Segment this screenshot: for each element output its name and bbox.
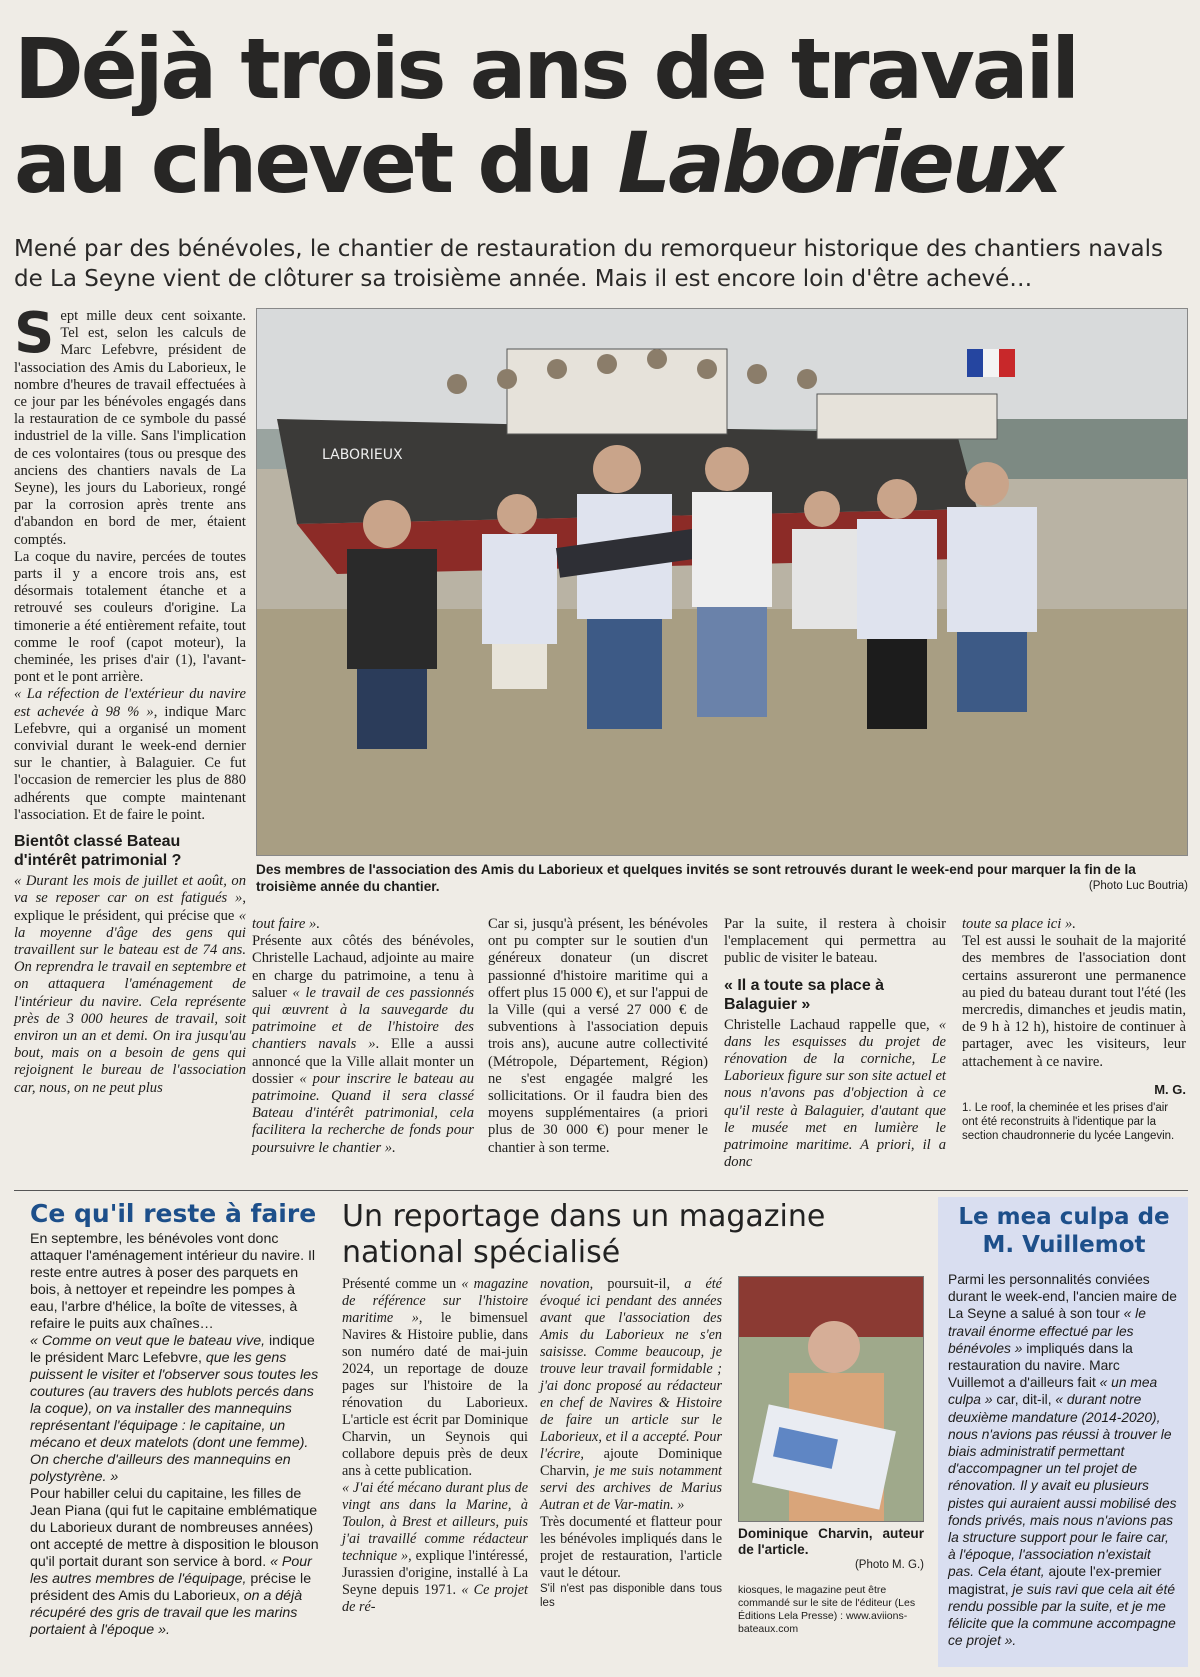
quote: « magazine de référence sur l'histoire maritime » bbox=[342, 1276, 528, 1326]
section-divider bbox=[14, 1190, 1188, 1191]
headline-line-2: au chevet du bbox=[14, 114, 618, 212]
paragraph-text: Christelle Lachaud rappelle que, bbox=[724, 1016, 939, 1033]
magazine-availability-note: kiosques, le magazine peut être commandé sur le site de l'éditeur (Les Éditions Lela Presse) : www.aviions-bateaux.com bbox=[738, 1584, 916, 1635]
paragraph-text: Pour habiller celui du capitaine, les filles de Jean Piana (qui fut le capitaine emblématique du Laborieux durant de nombreuses années) ont accepté de mettre à disposition le blouson qu'il portait durant son service à bord. bbox=[30, 1486, 319, 1570]
paragraph-text: , le bimensuel Navires & Histoire publie, dans son numéro daté de mai-juin 2024, un reportage de douze pages sur l'histoire de la rénovation du Laborieux. L'article est écrit par Dominique Charvin, un Seynois qui collabore depuis près de deux ans à cette publication. bbox=[342, 1310, 528, 1479]
sidebar-title: Le mea culpa de M. Vuillemot bbox=[958, 1204, 1170, 1258]
paragraph: toute sa place ici ». bbox=[962, 916, 1076, 932]
paragraph: S'il n'est pas disponible dans tous les bbox=[540, 1583, 722, 1609]
paragraph bbox=[540, 1276, 722, 1514]
author-photo-credit: (Photo M. G.) bbox=[854, 1559, 924, 1571]
quote: novation, bbox=[540, 1276, 594, 1292]
paragraph-text: indique le président Marc Lefebvre, bbox=[30, 1333, 315, 1366]
box-title: Ce qu'il reste à faire bbox=[30, 1199, 317, 1228]
paragraph: Très documenté et flatteur pour les bénévoles impliqués dans le projet de restauration, l'article vaut le détour. bbox=[540, 1514, 722, 1581]
quote: « Durant les mois de juillet et août, on va se reposer car on est fatigués » bbox=[14, 873, 246, 907]
paragraph-text: impliqués dans la restauration du navire. Marc Vuillemot a d'ailleurs fait bbox=[948, 1340, 1133, 1391]
footnote: 1. Le roof, la cheminée et les prises d'air ont été reconstruits à l'identique par la section chaudronnerie du lycée Langevin. bbox=[962, 1102, 1175, 1143]
paragraph bbox=[252, 933, 474, 1157]
quote: « J'ai été mécano durant plus de vingt ans dans la Marine, à Toulon, à Brest et ailleurs, puis j'ai travaillé comme rédacteur technique » bbox=[342, 1480, 528, 1564]
magazine-column-2 bbox=[540, 1276, 722, 1610]
quote: « pour inscrire le bateau au patrimoine. Quand il sera classé Bateau d'intérêt patrimonial, cela facilitera la recherche de fonds pour poursuivre le chantier ». bbox=[252, 1070, 474, 1156]
paragraph bbox=[14, 301, 246, 549]
quote: je suis ravi que cela ait été rendu possible par la suite, et je me félicite que la commune accompagne ce projet ». bbox=[948, 1581, 1176, 1649]
headline-boat-name: Laborieux bbox=[617, 114, 1060, 212]
article-column-5 bbox=[962, 916, 1186, 1143]
quote: « Comme on veut que le bateau vive, bbox=[30, 1333, 266, 1349]
boat-name-text: LABORIEUX bbox=[322, 447, 403, 463]
paragraph-text: Présente aux côtés des bénévoles, Christelle Lachaud, adjointe au maire en charge du patrimoine, a tenu à saluer bbox=[252, 933, 474, 1001]
headline-line-1: Déjà trois ans de travail bbox=[14, 20, 1078, 118]
magazine-column-3 bbox=[738, 1276, 924, 1636]
quote: je me suis notamment servi des archives de Marius Autran et de Var-matin. » bbox=[540, 1463, 722, 1513]
paragraph-text: ajoute Dominique Charvin, bbox=[540, 1446, 722, 1479]
standfirst: Mené par des bénévoles, le chantier de restauration du remorqueur historique des chantiers navals de La Seyne vient de clôturer sa troisième année. Mais il est encore loin d'être achevé… bbox=[14, 236, 1163, 292]
box-remaining-work bbox=[30, 1199, 322, 1639]
signature: M. G. bbox=[1154, 1081, 1186, 1097]
paragraph-text: précise le président des Amis du Laborieux, bbox=[30, 1571, 312, 1604]
paragraph bbox=[342, 1480, 528, 1616]
quote: que les gens puissent le visiter et l'observer sous toutes les coutures (au travers des hublots percés dans la coque), on va installer des mannequins représentant l'équipage : le capitaine, un mécano et deux matelots (dont une femme). On cherche d'ailleurs des mannequins en polystyrène. » bbox=[30, 1350, 319, 1485]
author-photo-caption: Dominique Charvin, auteur de l'article. bbox=[738, 1526, 924, 1557]
paragraph: tout faire ». bbox=[252, 916, 320, 932]
paragraph bbox=[30, 1486, 322, 1639]
paragraph bbox=[14, 686, 246, 824]
quote: « un mea culpa » bbox=[948, 1375, 1158, 1408]
article-column-3 bbox=[488, 916, 708, 1157]
magazine-column-1 bbox=[342, 1276, 528, 1616]
paragraph-text: ept mille deux cent soixante. Tel est, selon les calculs de Marc Lefebvre, président de l'association des Amis du Laborieux, le nombre d'heures de travail effectuées à ce jour par les bénévoles engagés dans la restauration de ce symbole du passé industriel de la ville. Sans l'implication de ces volontaires (tous ou presque des anciens des chantiers navals de La Seyne), les jours du Laborieux, rongé par la corrosion après trente ans d'abandon en bord de mer, étaient comptés. bbox=[14, 308, 246, 548]
photo-caption bbox=[256, 861, 1188, 895]
paragraph-text: car, dit-il, bbox=[992, 1392, 1056, 1408]
author-holding-magazine-photo bbox=[739, 1277, 924, 1522]
subheading: Bientôt classé Bateau d'intérêt patrimonial ? bbox=[14, 833, 182, 870]
quote: « Pour les autres membres de l'équipage, bbox=[30, 1554, 312, 1587]
paragraph-text: , explique l'intéressé, Jurassien d'origine, installé à La Seyne depuis 1971. bbox=[342, 1548, 528, 1598]
quote: « la moyenne d'âge des gens qui travaillent sur le bateau est de 74 ans. On reprendra le travail en septembre et on attaquera l'aménagement de l'intérieur du navire. Cela représente près de 3 000 heures de travail, soit environ un an et demi. On ira jusqu'au bout, mais on a besoin de gens qui rejoignent le bureau de l'association car, nous, on ne peut plus bbox=[14, 907, 246, 1096]
caption-text: Des membres de l'association des Amis du Laborieux et quelques invités se sont retrouvés durant le week-end pour marquer la fin de la troisième année du chantier. bbox=[256, 862, 1136, 894]
magazine-report-title: Un reportage dans un magazine national spécialisé bbox=[342, 1199, 826, 1270]
paragraph: En septembre, les bénévoles vont donc attaquer l'aménagement intérieur du navire. Il reste entre autres à poser des parquets en bois, à nettoyer et repeindre les pompes à eau, l'arbre d'hélice, la boîte de vitesses, à refaire le puits aux chaînes… bbox=[30, 1231, 316, 1332]
quote: a été évoqué ici pendant des années avant que l'association des Amis du Laborieux ne s'en saisisse. Comme beaucoup, je trouve leur travail formidable ; j'ai donc proposé au rédacteur en chef de Navires & Histoire de faire un article sur le Laborieux, et il a accepté. Pour l'écrire, bbox=[540, 1276, 722, 1462]
subheading: « Il a toute sa place à Balaguier » bbox=[724, 976, 885, 1013]
paragraph: Par la suite, il restera à choisir l'emplacement qui permettra au public de visiter le bateau. bbox=[724, 916, 946, 967]
paragraph-text: , explique le président, qui précise que bbox=[14, 890, 246, 924]
sidebar-vuillemot bbox=[938, 1197, 1188, 1667]
paragraph-text: , indique Marc Lefebvre, qui a organisé un moment convivial durant le week-end dernier sur le chantier, à Balaguier. Ce fut l'occasion de remercier les plus de 880 adhérents que compte maintenant l'association. Et de faire le point. bbox=[14, 703, 247, 823]
quote: « La réfection de l'extérieur du navire est achevée à 98 % » bbox=[14, 686, 246, 720]
headline bbox=[14, 22, 1184, 210]
quote: on a déjà récupéré des gris de travail que les marins portaient à l'époque ». bbox=[30, 1588, 303, 1638]
quote: « durant notre deuxième mandature (2014-2020), nous n'avions pas réussi à trouver le biais administratif permettant d'accompagner un tel projet de rénovation. Il y avait eu plusieurs pistes qui auraient aussi mobilisé des fonds privés, mais nous n'avions pas la structure support pour le faire car, à l'époque, l'association n'existait pas. Cela étant, bbox=[948, 1392, 1177, 1580]
paragraph-text: poursuit-il, bbox=[593, 1276, 685, 1292]
paragraph bbox=[938, 1259, 1188, 1649]
paragraph bbox=[724, 1017, 946, 1172]
paragraph: Car si, jusqu'à présent, les bénévoles ont pu compter sur le soutien d'un généreux donateur (un discret passionné d'histoire maritime qui a offert plus 15 000 €), et sur l'appui de la Ville (qui a versé 27 000 € de subventions à l'association depuis trois ans), aucune autre collectivité (Métropole, Département, Région) ne s'est engagée malgré les sollicitations. Or il faudra bien des moyens supplémentaires (a priori plus de 30 000 €) pour mener le chantier à son terme. bbox=[488, 916, 708, 1156]
paragraph: La coque du navire, percées de toutes parts il y a encore trois ans, est désormais totalement étanche et a retrouvé ses couleurs d'origine. La timonerie a été entièrement refaite, tout comme le roof (capot moteur), la cheminée, les prises d'air (1), l'avant-pont et le pont arrière. bbox=[14, 548, 246, 686]
quote: « le travail de ces passionnés qui œuvrent à la sauvegarde du patrimoine et de l'histoire des chantiers navals » bbox=[252, 984, 475, 1053]
paragraph-text: Parmi les personnalités conviées durant le week-end, l'ancien maire de La Seyne a salué à son tour bbox=[948, 1272, 1177, 1322]
article-column-2 bbox=[252, 916, 474, 1157]
photo-credit: (Photo Luc Boutria) bbox=[1088, 880, 1188, 892]
quote: « Ce projet de ré- bbox=[342, 1582, 529, 1615]
article-column-4 bbox=[724, 916, 946, 1171]
drop-cap: S bbox=[14, 301, 55, 366]
article-column-1 bbox=[14, 301, 247, 1097]
boat-restoration-photo bbox=[257, 309, 1188, 856]
author-photo bbox=[738, 1276, 924, 1522]
paragraph-text: . Elle a aussi annoncé que la Ville allait monter un dossier bbox=[252, 1036, 474, 1087]
quote: « le travail énorme effectué par les bénévoles » bbox=[948, 1306, 1146, 1356]
main-photo bbox=[256, 308, 1188, 856]
paragraph bbox=[30, 1333, 322, 1486]
quote: « dans les esquisses du projet de rénovation de la corniche, Le Laborieux figure sur son site actuel et nous n'avons pas d'objection à ce qu'il reste à Balaguier, d'autant que le musée met en lumière le patrimoine maritime. A priori, il a donc bbox=[724, 1016, 946, 1171]
paragraph: Tel est aussi le souhait de la majorité des membres de l'association dont certains assureront une permanence au pied du bateau durant tout l'été (les mercredis, dimanches et jeudis matin, de 9 h à 12 h), histoire de continuer à partager, avec les visiteurs, leur attachement à ce navire. bbox=[962, 933, 1186, 1070]
paragraph-text: ajoute l'ex-premier magistrat, bbox=[948, 1564, 1162, 1597]
paragraph bbox=[14, 873, 246, 1097]
paragraph-text: Présenté comme un bbox=[342, 1276, 462, 1292]
paragraph bbox=[342, 1276, 528, 1480]
